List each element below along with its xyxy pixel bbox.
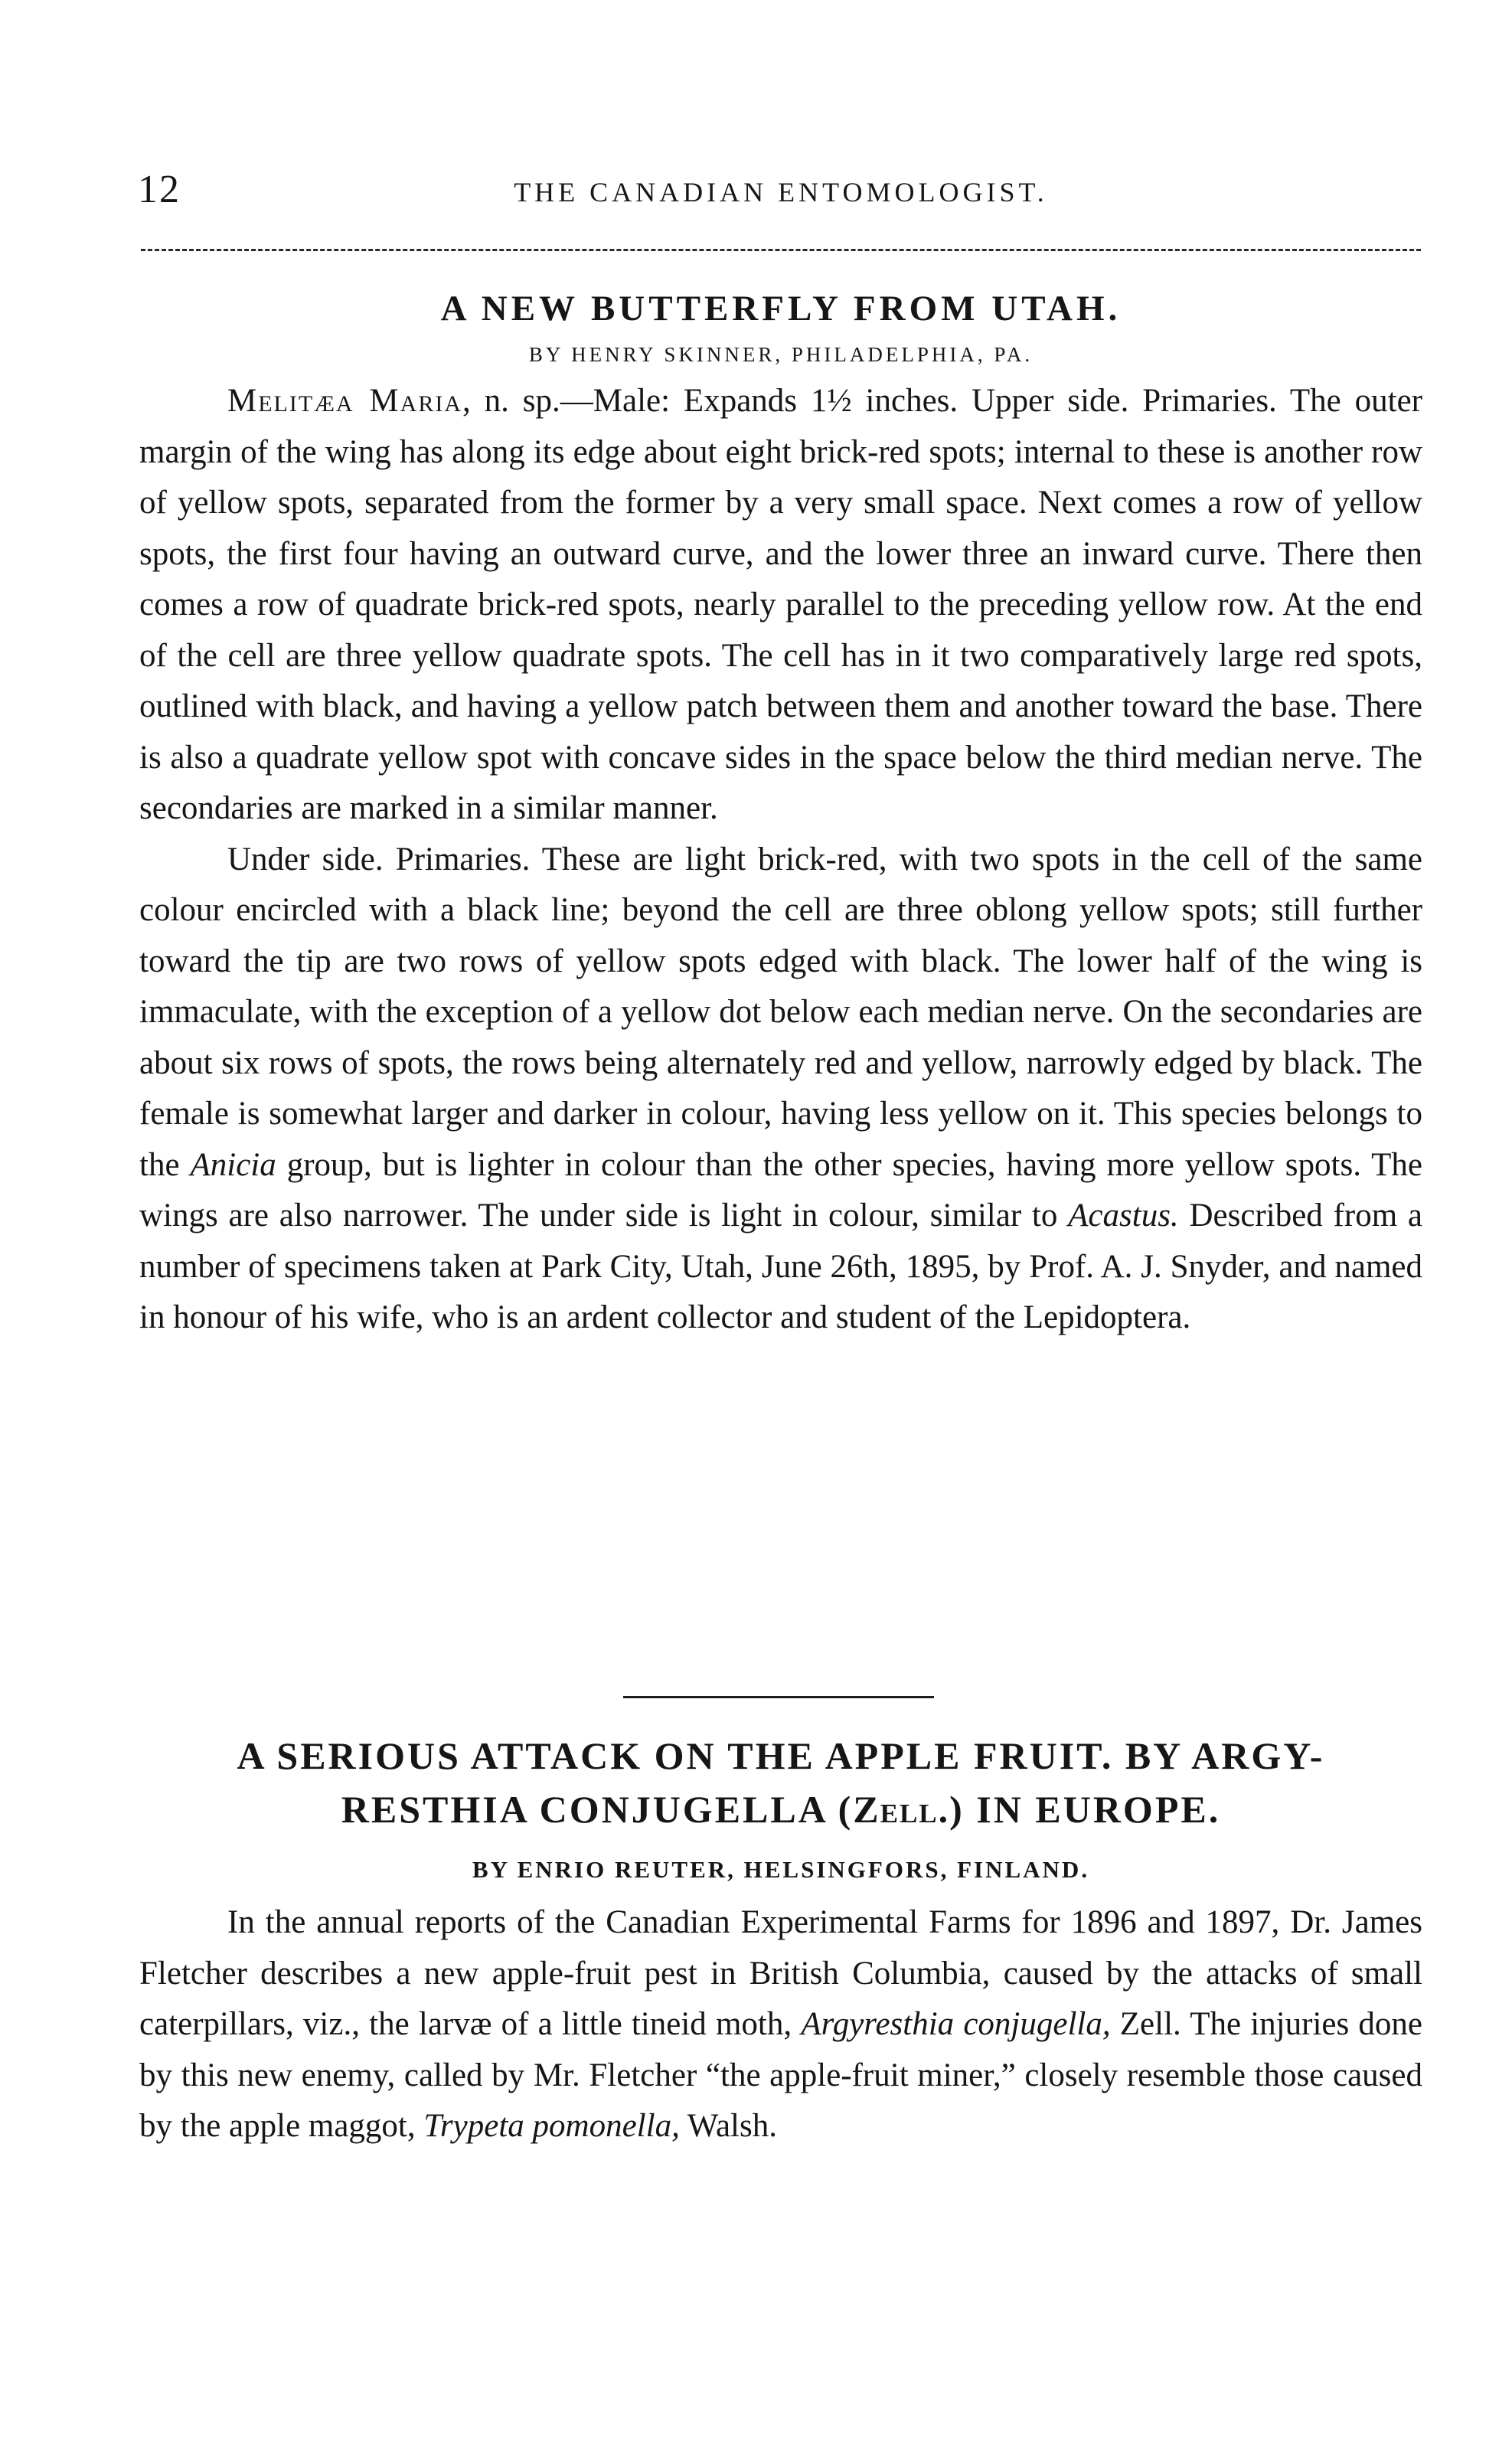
article-paragraph	[139, 835, 1422, 1344]
article-title	[139, 1729, 1422, 1836]
page-number: 12	[138, 168, 181, 211]
title-line: A SERIOUS ATTACK ON THE APPLE FRUIT. BY ARGY-	[237, 1734, 1325, 1777]
article-paragraph	[139, 376, 1422, 835]
paragraph-text: Walsh.	[679, 2108, 777, 2144]
italic-taxon: Acastus.	[1068, 1198, 1179, 1234]
title-author-abbrev: Zell.	[853, 1788, 950, 1831]
paragraph-text: group, but is lighter in colour than the other species, having more yellow spots. The wings are also narrower. The under side is light in colour, similar to	[139, 1146, 1422, 1234]
article-title: A NEW BUTTERFLY FROM UTAH.	[440, 289, 1122, 328]
article-byline: BY HENRY SKINNER, PHILADELPHIA, PA.	[528, 343, 1034, 366]
article-apple-fruit-attack	[139, 1729, 1422, 2152]
article-byline: BY ENRIO REUTER, HELSINGFORS, FINLAND.	[472, 1856, 1090, 1883]
article-paragraph	[139, 1897, 1422, 2152]
article-new-butterfly	[139, 285, 1422, 1344]
paragraph-text: Zell. The injuries done by this new enemy, called by Mr. Fletcher “the apple-fruit miner,” closely resemble those caused by the apple maggot,	[139, 2006, 1422, 2144]
paragraph-text: Under side. Primaries. These are light brick-red, with two spots in the cell of the same colour encircled with a black line; beyond the cell are three oblong yellow spots; still further toward the tip are two rows of yellow spots edged with black. The lower half of the wing is immaculate, with the exception of a yellow dot below each median nerve. On the secondaries are about six rows of spots, the rows being alternately red and yellow, narrowly edged by black. The female is somewhat larger and darker in colour, having less yellow on it. This species belongs to the	[139, 841, 1422, 1183]
italic-taxon: Anicia	[190, 1146, 276, 1183]
paragraph-text: Described from a number of specimens taken at Park City, Utah, June 26th, 1895, by Prof. A. J. Snyder, and named in honour of his wife, who is an ardent collector and student of the Lepidoptera.	[139, 1198, 1423, 1335]
header-rule	[141, 249, 1421, 251]
title-line: ) IN EUROPE.	[949, 1788, 1221, 1831]
journal-title: THE CANADIAN ENTOMOLOGIST.	[514, 177, 1048, 208]
italic-taxon: Trypeta pomonella,	[423, 2108, 680, 2144]
paragraph-text: In the annual reports of the Canadian Experimental Farms for 1896 and 1897, Dr. James Fletcher describes a new apple-fruit pest in British Columbia, caused by the attacks of small caterpillars, viz., the larvæ of a little tineid moth,	[139, 1904, 1422, 2042]
italic-taxon: Argyresthia conjugella,	[801, 2006, 1111, 2042]
paragraph-text: , n. sp.—Male: Expands 1½ inches. Upper side. Primaries. The outer margin of the wing has along its edge about eight brick-red spots; internal to these is another row of yellow spots, separated from the former by a very small space. Next comes a row of yellow spots, the first four having an outward curve, and the lower three an inward curve. There then comes a row of quadrate brick-red spots, nearly parallel to the preceding yellow row. At the end of the cell are three yellow quadrate spots. The cell has in it two comparatively large red spots, outlined with black, and having a yellow patch between them and another toward the base. There is also a quadrate yellow spot with concave sides in the space below the third median nerve. The secondaries are marked in a similar manner.	[139, 383, 1423, 826]
article-divider	[623, 1696, 934, 1698]
title-line: RESTHIA CONJUGELLA (	[341, 1788, 854, 1831]
running-head	[138, 167, 1424, 213]
species-name: Melitæa Maria	[227, 383, 462, 419]
